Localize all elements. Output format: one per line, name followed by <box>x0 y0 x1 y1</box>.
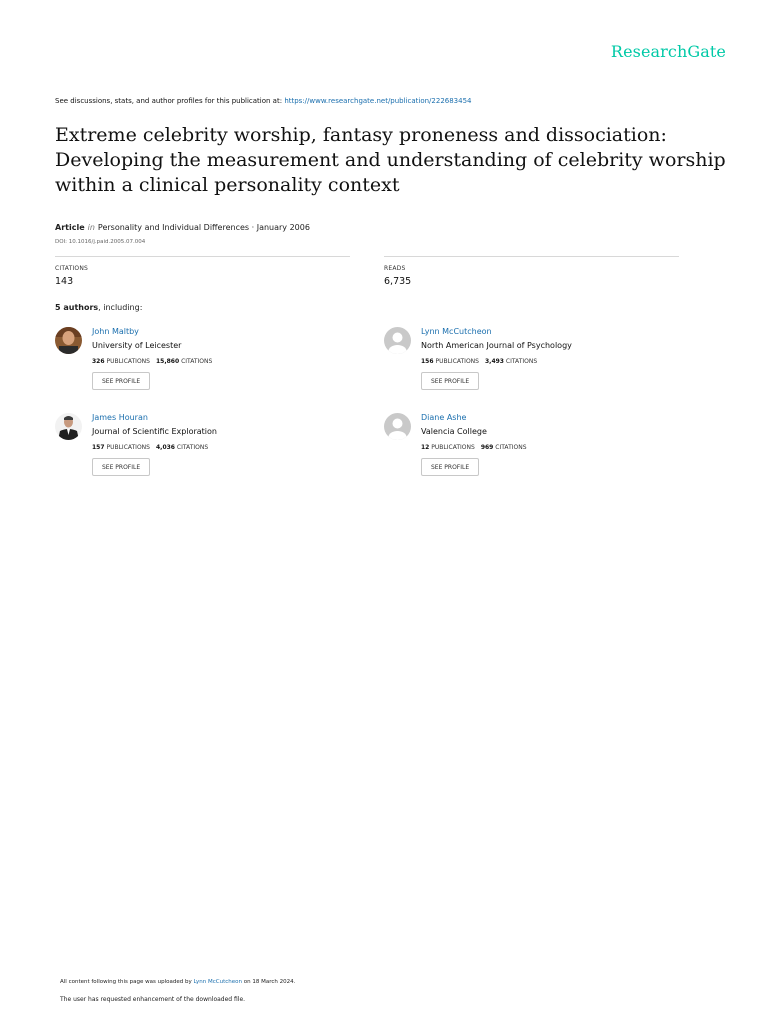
publications-label: PUBLICATIONS <box>106 444 150 451</box>
author-card <box>384 327 684 399</box>
journal-and-date: Personality and Individual Differences · January 2006 <box>97 223 310 232</box>
author-stats <box>421 444 527 451</box>
citations-label: CITATIONS <box>176 444 209 451</box>
author-card <box>384 413 684 485</box>
publications-count: 157 <box>92 444 105 451</box>
uploader-link[interactable]: Lynn McCutcheon <box>193 979 242 985</box>
authors-count: 5 authors <box>55 303 99 312</box>
publications-count: 156 <box>421 358 434 365</box>
author-name-link[interactable]: James Houran <box>92 413 148 422</box>
publications-count: 326 <box>92 358 105 365</box>
author-stats <box>421 358 537 365</box>
default-avatar-icon[interactable] <box>384 413 411 440</box>
author-institution: Valencia College <box>421 427 487 436</box>
citations-label: CITATIONS <box>55 265 89 272</box>
author-institution: North American Journal of Psychology <box>421 341 572 350</box>
citations-count: 15,860 <box>155 358 180 365</box>
author-institution: Journal of Scientific Exploration <box>92 427 217 436</box>
publications-count: 12 <box>421 444 430 451</box>
publication-url-link[interactable]: https://www.researchgate.net/publication/222683454 <box>284 97 472 105</box>
reads-value: 6,735 <box>384 276 412 287</box>
publications-label: PUBLICATIONS <box>106 358 150 365</box>
upload-suffix: on 18 March 2024. <box>243 979 296 985</box>
see-profile-button[interactable]: SEE PROFILE <box>421 372 479 390</box>
reads-label: READS <box>384 265 406 272</box>
profiles-notice <box>55 97 472 105</box>
reads-stat <box>384 256 679 287</box>
publication-title: Extreme celebrity worship, fantasy proneness and dissociation: Developing the measurement and understanding of celebrity worship within a clinical personality context <box>55 124 726 196</box>
author-photo-avatar[interactable] <box>55 413 82 440</box>
upload-notice <box>60 979 295 985</box>
citations-label: CITATIONS <box>505 358 538 365</box>
doi: DOI: 10.1016/j.paid.2005.07.004 <box>55 239 146 245</box>
enhancement-notice: The user has requested enhancement of the downloaded file. <box>60 996 246 1003</box>
publications-label: PUBLICATIONS <box>435 358 479 365</box>
see-profile-button[interactable]: SEE PROFILE <box>92 372 150 390</box>
author-card <box>55 413 355 485</box>
author-stats <box>92 444 208 451</box>
citations-stat <box>55 256 350 287</box>
author-name-link[interactable]: Lynn McCutcheon <box>421 327 492 336</box>
citations-value: 143 <box>55 276 74 287</box>
authors-including: , including: <box>98 303 143 312</box>
citations-count: 969 <box>480 444 494 451</box>
citations-label: CITATIONS <box>495 444 527 451</box>
profiles-notice-text: See discussions, stats, and author profiles for this publication at: <box>55 97 283 105</box>
citations-label: CITATIONS <box>181 358 213 365</box>
author-card <box>55 327 355 399</box>
publication-type: Article <box>55 223 85 232</box>
researchgate-logo[interactable]: ResearchGate <box>610 42 726 61</box>
citations-count: 3,493 <box>484 358 504 365</box>
in-label: in <box>87 223 95 232</box>
author-stats <box>92 358 212 365</box>
default-avatar-icon[interactable] <box>384 327 411 354</box>
publication-meta <box>55 223 310 232</box>
citations-count: 4,036 <box>155 444 175 451</box>
see-profile-button[interactable]: SEE PROFILE <box>421 458 479 476</box>
author-photo-avatar[interactable] <box>55 327 82 354</box>
publications-label: PUBLICATIONS <box>431 444 475 451</box>
author-name-link[interactable]: Diane Ashe <box>421 413 467 422</box>
see-profile-button[interactable]: SEE PROFILE <box>92 458 150 476</box>
author-name-link[interactable]: John Maltby <box>92 327 139 336</box>
authors-heading <box>55 303 142 312</box>
author-institution: University of Leicester <box>92 341 182 350</box>
upload-prefix: All content following this page was uploaded by <box>60 979 192 985</box>
